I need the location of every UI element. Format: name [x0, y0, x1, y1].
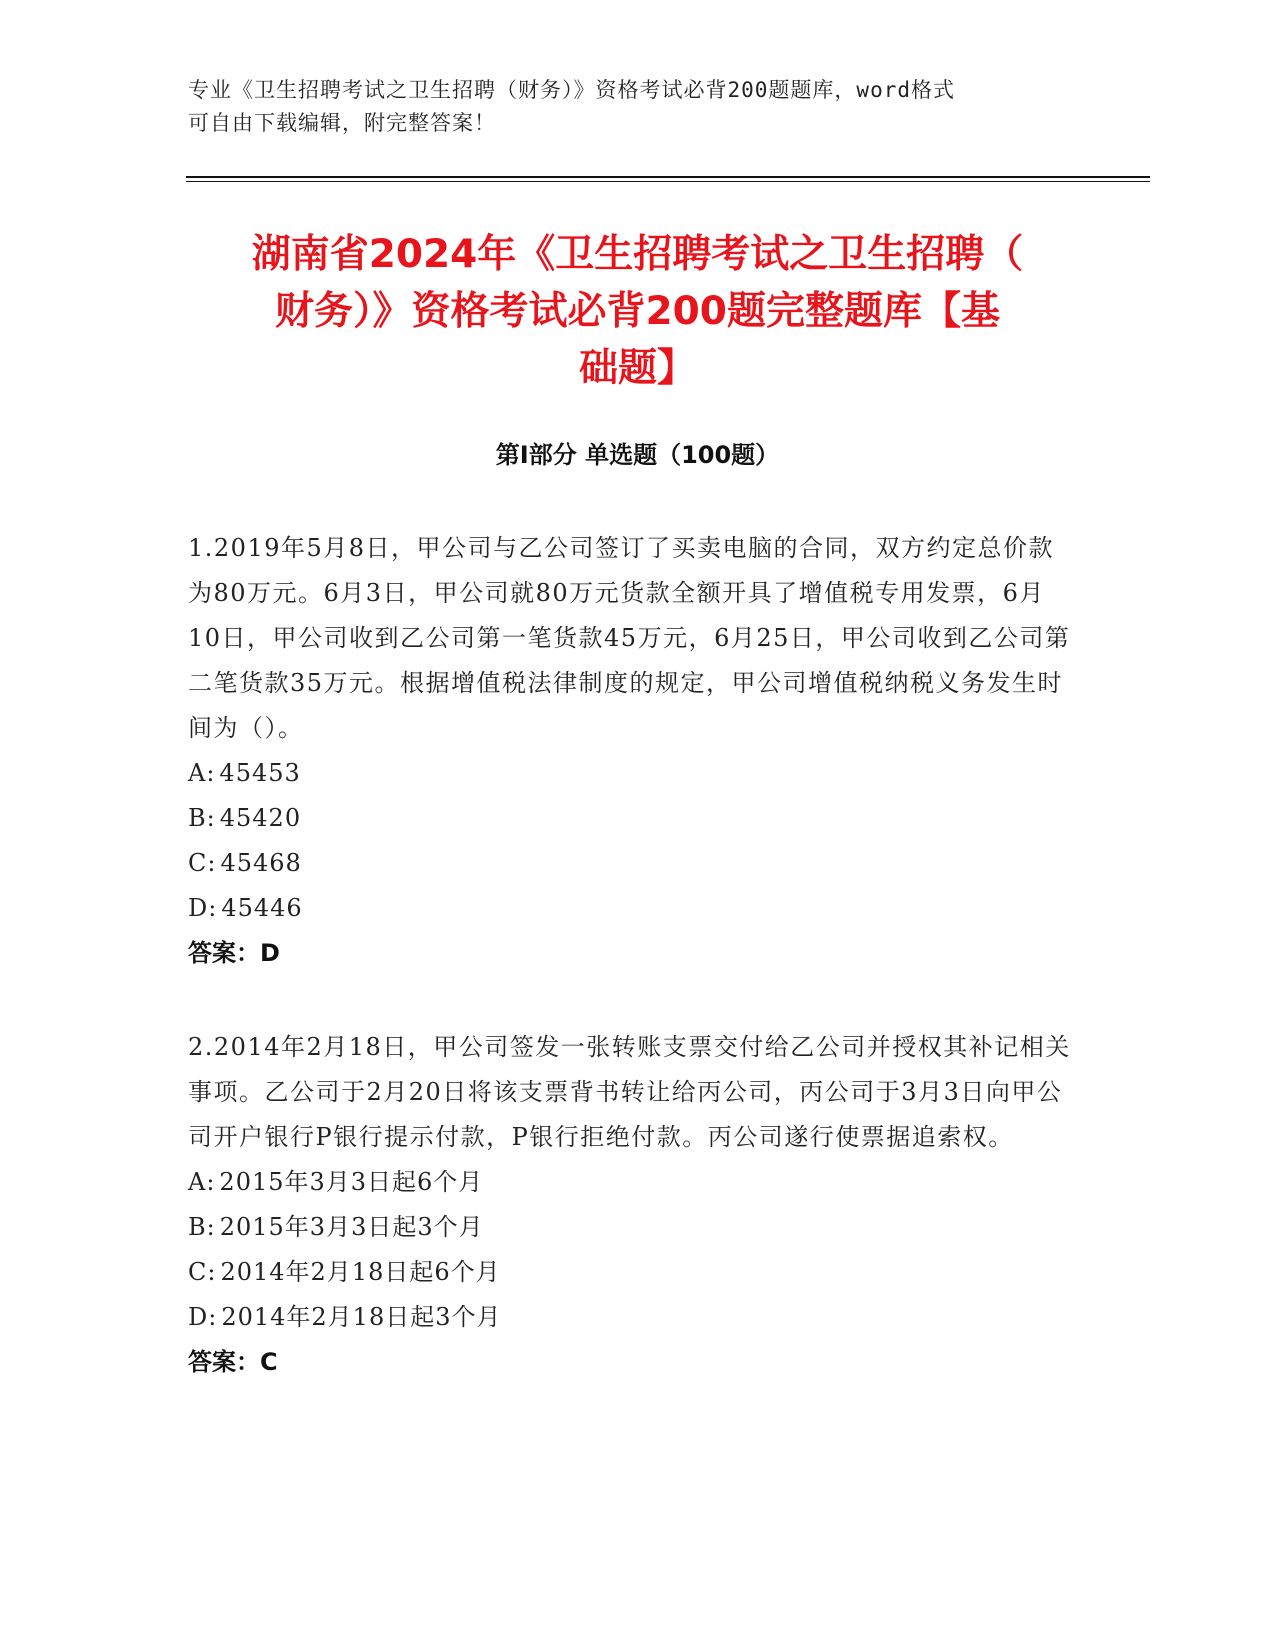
option-text: 45420 [219, 804, 302, 832]
option-letter: C: [188, 1258, 217, 1286]
option-list [188, 1160, 1078, 1340]
question-stem: 2.2014年2月18日，甲公司签发一张转账支票交付给乙公司并授权其补记相关事项。乙公司于2月20日将该支票背书转让给丙公司，丙公司于3月3日向甲公司开户银行P银行提示付款，P银行拒绝付款。丙公司遂行使票据追索权。 [188, 1033, 1071, 1151]
option-letter: D: [188, 1303, 218, 1331]
option-list [188, 751, 1078, 931]
option-text: 2014年2月18日起3个月 [221, 1303, 502, 1331]
option-letter: B: [188, 804, 216, 832]
option-text: 2014年2月18日起6个月 [220, 1258, 501, 1286]
question-item [188, 1025, 1078, 1385]
header-divider-thick [186, 176, 1150, 178]
option-d [188, 886, 1078, 931]
header-note [188, 74, 1088, 140]
option-b [188, 796, 1078, 841]
answer-line: 答案：C [188, 1348, 278, 1376]
option-letter: A: [188, 1168, 216, 1196]
option-text: 2015年3月3日起3个月 [219, 1213, 484, 1241]
option-letter: C: [188, 849, 217, 877]
option-text: 2015年3月3日起6个月 [219, 1168, 484, 1196]
header-note-line-2: 可自由下载编辑，附完整答案！ [188, 111, 496, 135]
option-letter: B: [188, 1213, 216, 1241]
option-c [188, 1250, 1078, 1295]
header-note-line-1: 专业《卫生招聘考试之卫生招聘（财务）》资格考试必背200题题库，word格式 [188, 78, 955, 102]
question-stem: 1.2019年5月8日，甲公司与乙公司签订了买卖电脑的合同，双方约定总价款为80万元。6月3日，甲公司就80万元货款全额开具了增值税专用发票，6月10日，甲公司收到乙公司第一笔货款45万元，6月25日，甲公司收到乙公司第二笔货款35万元。根据增值税法律制度的规定，甲公司增值税纳税义务发生时间为（）。 [188, 534, 1071, 742]
option-text: 45453 [219, 759, 301, 787]
option-a [188, 1160, 1078, 1205]
document-title-line-3: 础题】 [578, 346, 696, 391]
section-heading: 第I部分 单选题（100题） [495, 441, 780, 469]
option-text: 45446 [221, 894, 303, 922]
option-text: 45468 [220, 849, 302, 877]
document-title-line-1: 湖南省2024年《卫生招聘考试之卫生招聘（ [251, 232, 1024, 277]
question-item [188, 526, 1078, 976]
option-letter: D: [188, 894, 218, 922]
answer-line: 答案：D [188, 939, 280, 967]
header-divider-thin [186, 181, 1150, 182]
option-a [188, 751, 1078, 796]
option-letter: A: [188, 759, 216, 787]
option-d [188, 1295, 1078, 1340]
option-b [188, 1205, 1078, 1250]
option-c [188, 841, 1078, 886]
document-title-line-2: 财务）》资格考试必背200题完整题库【基 [275, 289, 1000, 334]
document-title [170, 226, 1105, 397]
